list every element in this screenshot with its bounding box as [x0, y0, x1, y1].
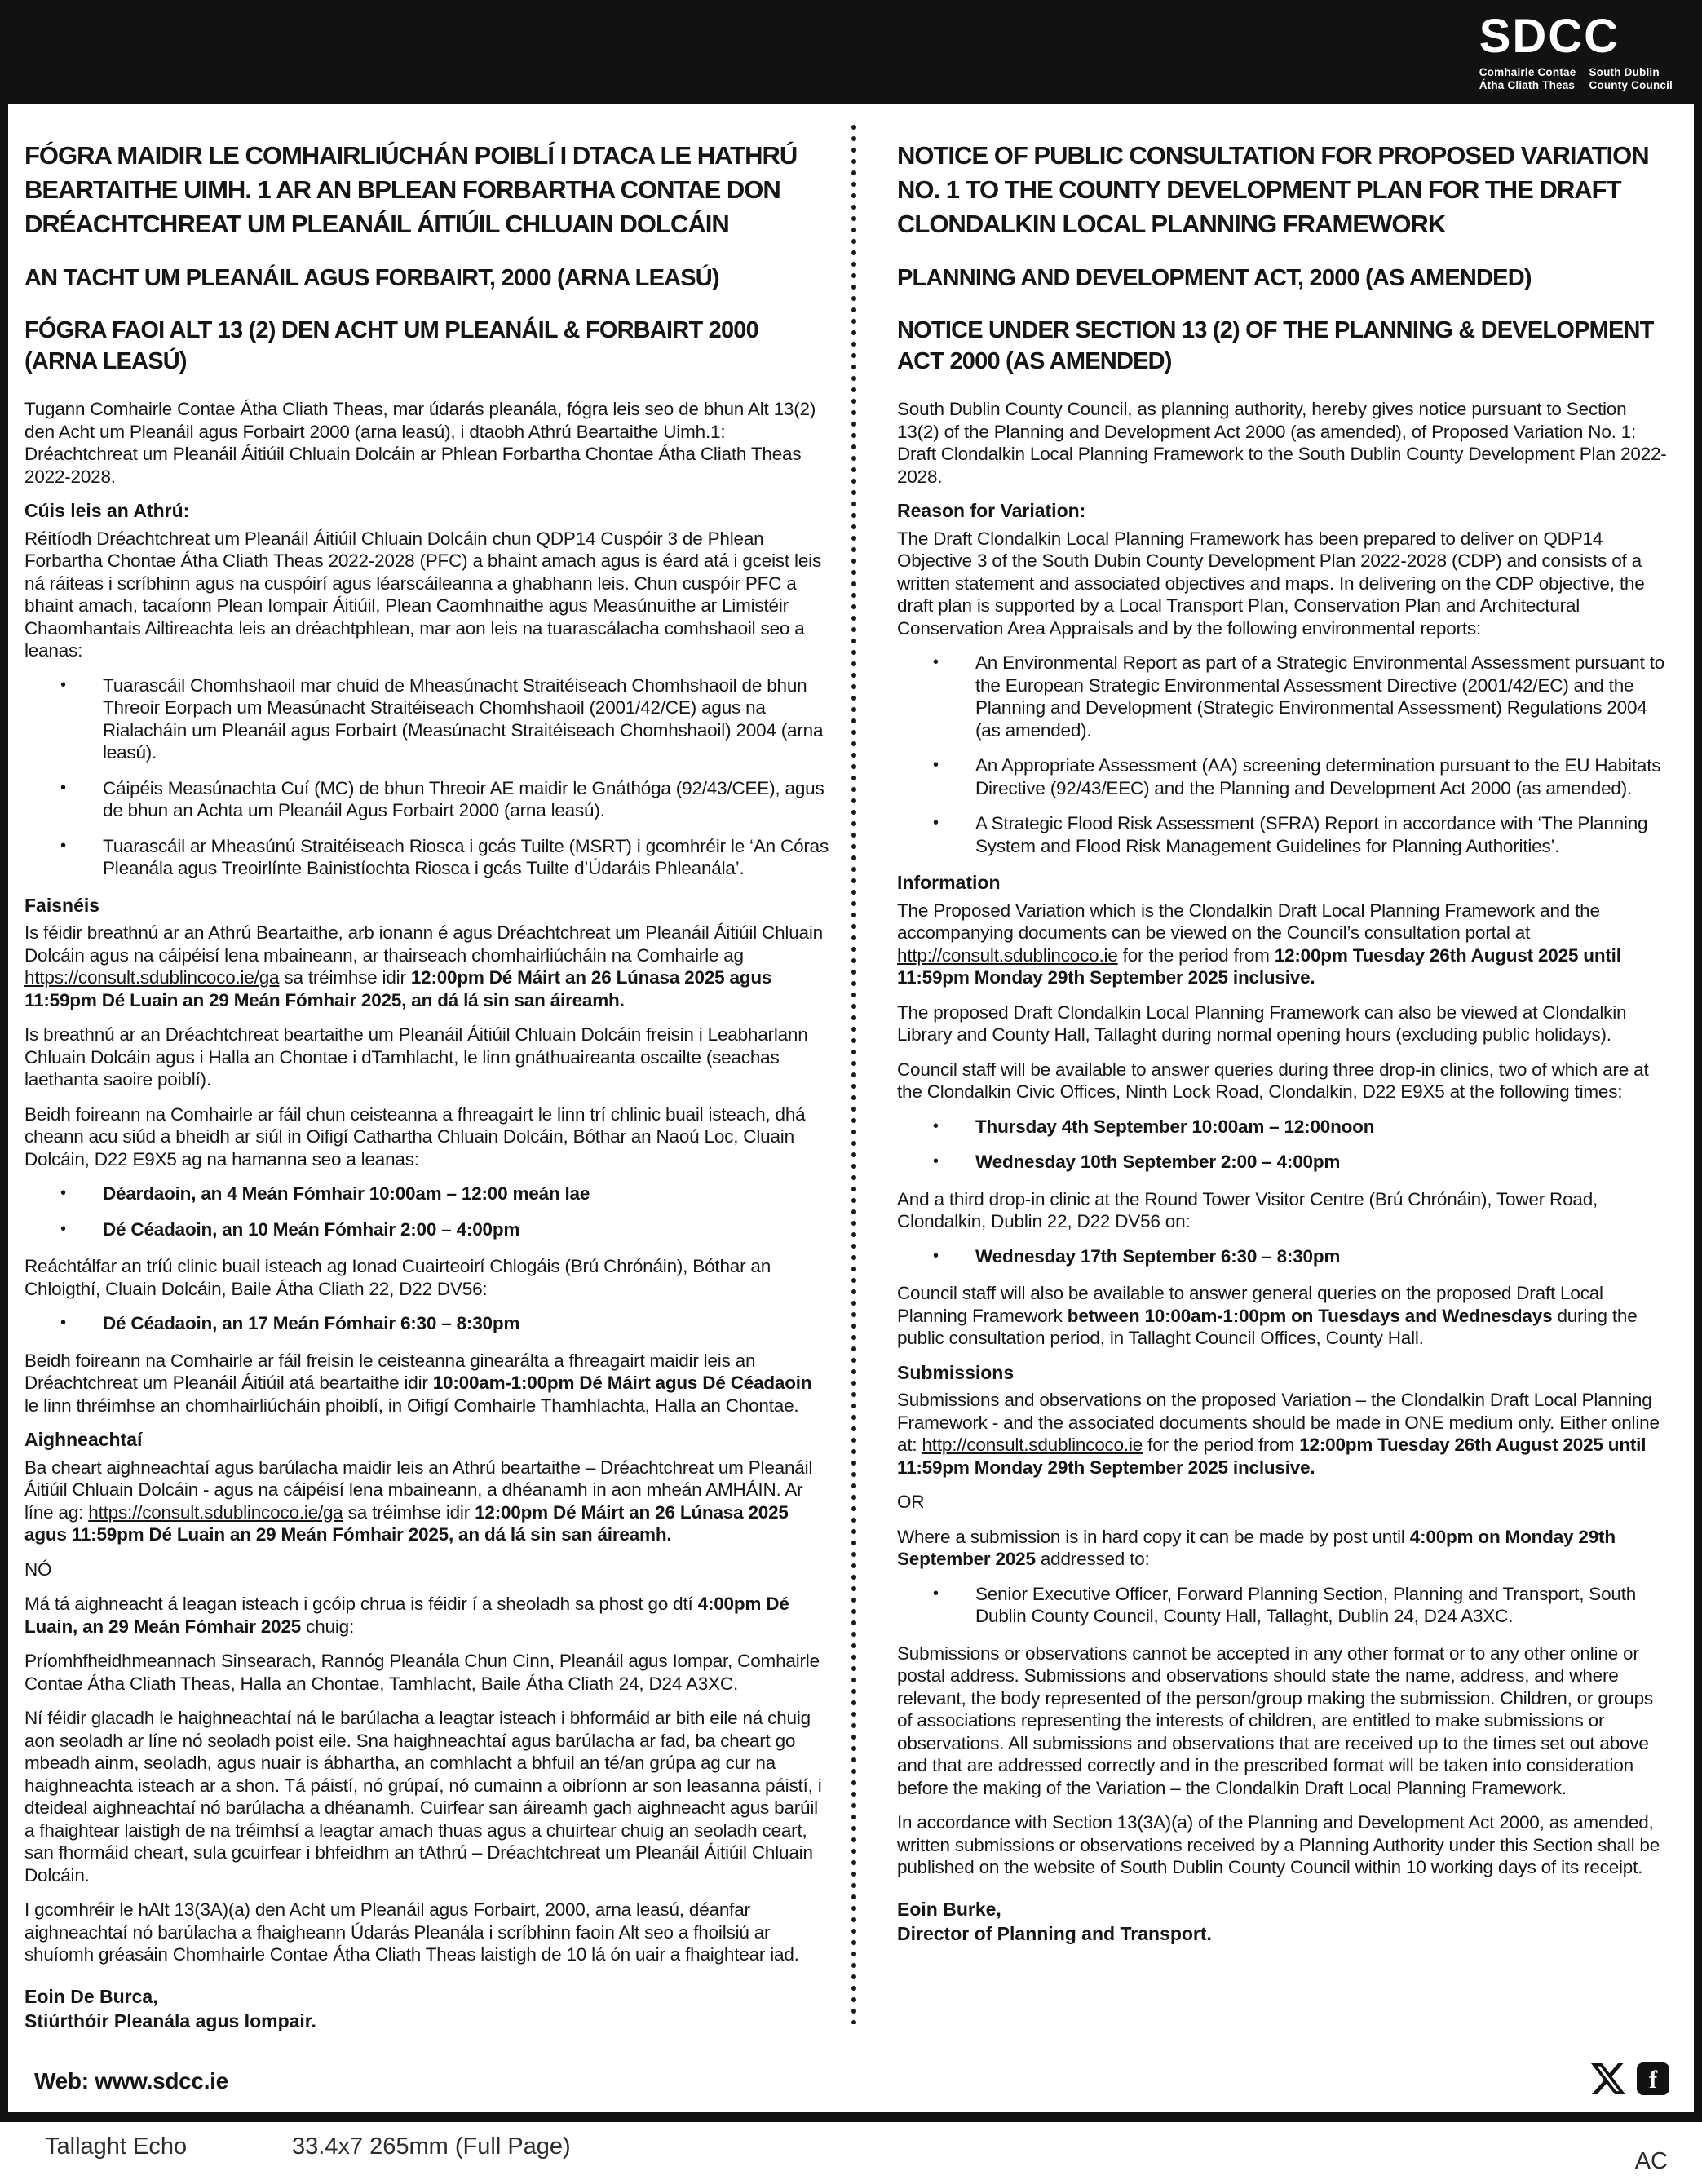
paragraph: Príomhfheidhmeannach Sinsearach, Rannóg Pleanála Chun Cinn, Pleanáil agus Iompar, Comhairle Contae Átha Cliath Theas, Halla an Chontae, Tamhlacht, Baile Átha Cliath 24, D24 A3XC. — [24, 1651, 820, 1694]
section-label: Reason for Variation: — [897, 500, 1086, 521]
bullet-icon: • — [933, 653, 939, 671]
list-item-text: Dé Céadaoin, an 17 Meán Fómhair 6:30 – 8:30pm — [103, 1313, 520, 1333]
paragraph: Council staff will be available to answer queries during three drop-in clinics, two of which are at the Clondalkin Civic Offices, Ninth Lock Road, Clondalkin, D22 E9X5 at the following times: — [897, 1059, 1649, 1102]
list-item-text: A Strategic Flood Risk Assessment (SFRA) Report in accordance with ‘The Planning System and Flood Risk Management Guidelines for Planning Authorities’. — [975, 813, 1648, 856]
list-item-text: Wednesday 10th September 2:00 – 4:00pm — [975, 1152, 1341, 1172]
bullet-list — [897, 1116, 1670, 1174]
section-label: Faisnéis — [24, 894, 100, 916]
list-item — [897, 1151, 1670, 1174]
signature-line: Eoin De Burca, — [24, 1985, 158, 2007]
list-item-text: Senior Executive Officer, Forward Planning Section, Planning and Transport, South Dublin County Council, County Hall, Tallaght, Dublin 24, D24 A3XC. — [975, 1583, 1637, 1626]
bullet-icon: • — [60, 1219, 66, 1238]
paragraph: Ba cheart aighneachtaí agus barúlacha maidir leis an Athrú beartaithe – Dréachtchreat um Pleanáil Áitiúil Chluain Dolcáin - agus na cáipéisí lena mbaineann, a dhéanamh in aon mheán AMHÁIN. Ar líne ag: https://consult.sdublincoco.ie/ga sa tréimhse idir 12:00pm Dé Máirt an 26 Lúnasa 2025 agus 11:59pm Dé Luain an 29 Meán Fómhair 2025, an dá lá sin san áireamh. — [24, 1457, 813, 1545]
sdcc-logo — [1479, 10, 1673, 92]
bullet-list — [897, 652, 1670, 857]
paragraph: South Dublin County Council, as planning authority, hereby gives notice pursuant to Section 13(2) of the Planning and Development Act 2000 (as amended), of Proposed Variation No. 1: Draft Clondalkin Local Planning Framework to the South Dublin County Development Plan 2022-2028. — [897, 399, 1667, 487]
act-heading: PLANNING AND DEVELOPMENT ACT, 2000 (AS AMENDED) — [897, 265, 1532, 291]
paragraph: Is féidir breathnú ar an Athrú Beartaithe, arb ionann é agus Dréachtchreat um Pleanáil Áitiúil Chluain Dolcáin agus na cáipéisí lena mbaineann, ar thairseach chomhairliúcháin na Comhairle ag https://consult.sdublincoco.ie/ga sa tréimhse idir 12:00pm Dé Máirt an 26 Lúnasa 2025 agus 11:59pm Dé Luain an 29 Meán Fómhair 2025, an dá lá sin san áireamh. — [24, 922, 823, 1010]
list-item — [897, 812, 1670, 857]
list-item — [24, 1312, 830, 1335]
list-item-text: Cáipéis Measúnachta Cuí (MC) de bhun Threoir AE maidir le Gnáthóga (92/43/CEE), agus de bhun an Achta um Pleanáil Agus Forbairt 2000 (arna leasú). — [103, 777, 824, 820]
list-item — [897, 1245, 1670, 1268]
bullet-list — [897, 1245, 1670, 1268]
act-heading: NOTICE UNDER SECTION 13 (2) OF THE PLANNING & DEVELOPMENT ACT 2000 (AS AMENDED) — [897, 317, 1654, 374]
paragraph: Submissions or observations cannot be accepted in any other format or to any other online or postal address. Submissions and observations should state the name, address, and where relevant, the body represented of the person/group making the submission. Children, or groups of associations representing the interests of children, are entitled to make submissions or observations. All submissions and observations that are received up to the times set out above and that are addressed correctly and in the prescribed format will be taken into consideration before the making of the Variation – the Clondalkin Draft Local Planning Framework. — [897, 1642, 1653, 1798]
bullet-icon: • — [933, 1152, 939, 1170]
paragraph: Where a submission is in hard copy it can be made by post until 4:00pm on Monday 29th September 2025 addressed to: — [897, 1526, 1616, 1569]
paragraph: Ní féidir glacadh le haighneachtaí ná le barúlacha a leagtar isteach i bhformáid ar bith eile ná chuig aon seoladh ar líne nó seoladh poist eile. Sna haighneachtaí agus barúlacha ar fad, ba cheart go mbeadh ainm, seoladh, agus nuair is ábhartha, an comhlacht a bhfuil an té/an grúpa ag cur na haighneachta isteach ar a shon. Tá páistí, nó grúpaí, nó cumainn a oibríonn ar son leasanna páistí, i dteideal aighneachtaí nó barúlacha a dhéanamh. Cuirfear san áireamh gach aighneacht agus barúil a fhaightear laistigh de na tréimhsí a leagtar amach thuas agus a chuirtear chuig an seoladh ceart, san fhormáid cheart, sula gcuirfear i bhfeidhm an tAthrú – Dréachtchreat um Pleanáil Áitiúil Chluain Dolcáin. — [24, 1708, 822, 1886]
list-item — [897, 652, 1670, 741]
consult-portal-link[interactable]: http://consult.sdublincoco.ie — [897, 944, 1118, 966]
paragraph: Beidh foireann na Comhairle ar fáil chun ceisteanna a fhreagairt le linn trí chlinic buail isteach, dhá cheann acu siúd a bheidh ar siúl in Oifigí Cathartha Chluain Dolcáin, Bóthar an Naoú Loc, Cluain Dolcáin, D22 E9X5 ag na hamanna seo a leanas: — [24, 1103, 806, 1169]
signature — [897, 1897, 1670, 1946]
bullet-icon: • — [60, 836, 66, 855]
signature-line: Director of Planning and Transport. — [897, 1922, 1212, 1944]
consult-portal-link[interactable]: https://consult.sdublincoco.ie/ga — [88, 1501, 343, 1523]
list-item — [24, 1183, 830, 1205]
paragraph: Beidh foireann na Comhairle ar fáil freisin le ceisteanna ginearálta a fhreagairt maidir leis an Dréachtchreat um Pleanáil Áitiúil atá beartaithe idir 10:00am-1:00pm Dé Máirt agus Dé Céadaoin le linn thréimhse an chomhairliúcháin phoiblí, in Oifigí Comhairle Thamhlachta, Halla an Chontae. — [24, 1350, 812, 1416]
signature-line: Eoin Burke, — [897, 1898, 1001, 1920]
paragraph: The proposed Draft Clondalkin Local Planning Framework can also be viewed at Clondalkin Library and County Hall, Tallaght during normal opening hours (excluding public holidays). — [897, 1001, 1627, 1045]
paragraph: Tugann Comhairle Contae Átha Cliath Theas, mar údarás pleanála, fógra leis seo de bhun Alt 13(2) den Acht um Pleanáil agus Forbairt 2000 (arna leasú), i dtaobh Athrú Beartaithe Uimh.1: Dréachtchreat um Pleanáil Áitiúil Chluain Dolcáin ar Phlean Forbartha Chontae Átha Cliath Theas 2022-2028. — [24, 399, 816, 487]
notice-title: NOTICE OF PUBLIC CONSULTATION FOR PROPOSED VARIATION NO. 1 TO THE COUNTY DEVELOPMENT PLAN FOR THE DRAFT CLONDALKIN LOCAL PLANNING FRAMEWORK — [897, 141, 1649, 238]
ad-frame-left — [0, 0, 8, 2120]
publication-name: Tallaght Echo — [45, 2133, 188, 2160]
list-item — [24, 1218, 830, 1241]
bullet-list — [897, 1583, 1670, 1628]
list-item — [897, 754, 1670, 799]
bullet-icon: • — [60, 675, 66, 694]
paragraph: The Draft Clondalkin Local Planning Framework has been prepared to deliver on QDP14 Objective 3 of the South Dubin County Development Plan 2022-2028 (CDP) and consists of a written statement and associated objectives and maps. In delivering on the CDP objective, the draft plan is supported by a Local Transport Plan, Conservation Plan and Architectural Conservation Area Appraisals and by the following environmental reports: — [897, 528, 1645, 639]
bullet-list — [24, 1183, 830, 1240]
bullet-icon: • — [60, 778, 66, 797]
paragraph: And a third drop-in clinic at the Round Tower Visitor Centre (Brú Chrónáin), Tower Road, Clondalkin, Dublin 22, D22 DV56 on: — [897, 1188, 1598, 1231]
section-label: Information — [897, 872, 1001, 893]
ad-frame-right — [1694, 0, 1702, 2120]
bullet-icon: • — [933, 1584, 939, 1603]
consult-portal-link[interactable]: https://consult.sdublincoco.ie/ga — [24, 967, 280, 988]
paragraph: I gcomhréir le hAlt 13(3A)(a) den Acht um Pleanáil agus Forbairt, 2000, arna leasú, déanfar aighneachtaí nó barúlacha a fhaigheann Údarás Pleanála i scríbhinn faoin Alt seo a fhoilsiú ar shuíomh gréasáin Chomhairle Contae Átha Cliath Theas laistigh de 10 lá ón uair a fhaightear iad. — [24, 1899, 799, 1965]
bullet-icon: • — [60, 1314, 66, 1332]
list-item-text: Tuarascáil ar Mheasúnú Straitéiseach Riosca i gcás Tuilte (MSRT) i gcomhréir le ‘An Córas Pleanála agus Treoirlínte Bainistíochta Riosca i gcás Tuilte d’Údaráis Phleanála’. — [103, 835, 829, 878]
bullet-list — [24, 674, 830, 880]
column-divider — [851, 124, 856, 2024]
bullet-icon: • — [933, 756, 939, 774]
paragraph: Submissions and observations on the proposed Variation – the Clondalkin Draft Local Planning Framework - and the associated documents should be made in ONE medium only. Either online at: http://consult.sdublincoco.ie for the period from 12:00pm Tuesday 26th August 2025 until 11:59pm Monday 29th September 2025 inclusive. — [897, 1390, 1660, 1478]
paragraph: OR — [897, 1492, 925, 1512]
list-item-text: Tuarascáil Chomhshaoil mar chuid de Mheasúnacht Straitéiseach Chomhshaoil de bhun Threoir Eorpach um Measúnacht Straitéiseach Chomhshaoil (2001/42/CE) agus na Rialacháin um Pleanáil agus Forbairt (Measúnacht Straitéiseach Chomhshaoil) 2004 (arna leasú). — [103, 674, 824, 763]
section-label: Cúis leis an Athrú: — [24, 500, 190, 521]
bullet-icon: • — [933, 814, 939, 832]
paragraph: The Proposed Variation which is the Clondalkin Draft Local Planning Framework and the accompanying documents can be viewed on the Council’s consultation portal at http://consult.sdublincoco.ie for the period from 12:00pm Tuesday 26th August 2025 until 11:59pm Monday 29th September 2025 inclusive. — [897, 900, 1621, 988]
logo-english-line1: South Dublin — [1589, 66, 1660, 78]
bullet-icon: • — [60, 1184, 66, 1202]
ad-size-spec: 33.4x7 265mm (Full Page) — [292, 2133, 571, 2160]
paragraph: Council staff will also be available to answer general queries on the proposed Draft Local Planning Framework between 10:00am-1:00pm on Tuesdays and Wednesdays during the public consultation period, in Tallaght Council Offices, County Hall. — [897, 1283, 1638, 1348]
section-label: Aighneachtaí — [24, 1429, 143, 1450]
bullet-list — [24, 1312, 830, 1335]
list-item-text: Dé Céadaoin, an 10 Meán Fómhair 2:00 – 4:00pm — [103, 1218, 520, 1240]
list-item-text: Thursday 4th September 10:00am – 12:00noon — [975, 1116, 1375, 1137]
list-item — [24, 777, 830, 822]
website-url[interactable]: Web: www.sdcc.ie — [34, 2068, 228, 2093]
notice-title: FÓGRA MAIDIR LE COMHAIRLIÚCHÁN POIBLÍ I DTACA LE HATHRÚ BEARTAITHE UIMH. 1 AR AN BPLEAN FORBARTHA CONTAE DON DRÉACHTCHREAT UM PLEANÁIL ÁITIÚIL CHLUAIN DOLCÁIN — [24, 141, 798, 238]
signature — [24, 1984, 830, 2033]
logo-english-name — [1589, 66, 1673, 92]
facebook-icon[interactable]: f — [1637, 2062, 1669, 2095]
proof-code: AC — [1634, 2148, 1668, 2174]
social-icons — [1591, 2062, 1669, 2096]
header-bar — [0, 0, 1702, 104]
list-item-text: An Environmental Report as part of a Strategic Environmental Assessment pursuant to the European Strategic Environmental Assessment Directive (2001/42/EC) and the Planning and Development (Strategic Environmental Assessment) Regulations 2004 (as amended). — [975, 652, 1665, 741]
list-item-text: Déardaoin, an 4 Meán Fómhair 10:00am – 12:00 meán lae — [103, 1183, 590, 1204]
irish-notice-column — [24, 139, 830, 2045]
paragraph: Má tá aighneacht á leagan isteach i gcóip chrua is féidir í a sheoladh sa phost go dtí 4:00pm Dé Luain, an 29 Meán Fómhair 2025 chuig: — [24, 1594, 789, 1637]
logo-english-line2: County Council — [1589, 79, 1673, 91]
logo-irish-line2: Átha Cliath Theas — [1479, 79, 1576, 91]
list-item — [24, 835, 830, 880]
bullet-icon: • — [933, 1116, 939, 1135]
act-heading: AN TACHT UM PLEANÁIL AGUS FORBAIRT, 2000 (ARNA LEASÚ) — [24, 265, 719, 291]
paragraph: In accordance with Section 13(3A)(a) of the Planning and Development Act 2000, as amended, written submissions or observations received by a Planning Authority under this Section shall be published on the website of South Dublin County Council within 10 working days of its receipt. — [897, 1812, 1660, 1877]
list-item — [897, 1116, 1670, 1138]
sdcc-logo-text: SDCC — [1479, 10, 1620, 63]
logo-irish-line1: Comhairle Contae — [1479, 66, 1576, 78]
paragraph: Réitíodh Dréachtchreat um Pleanáil Áitiúil Chluain Dolcáin chun QDP14 Cuspóir 3 de Phlean Forbartha Chontae Átha Cliath Theas 2022-2028 (PFC) a bhaint amach agus is éard atá i gceist leis ná ráiteas i scríbhinn agus na cuspóirí agus léarscáileanna a ghabhann leis. Chun cuspóir PFC a bhaint amach, tacaíonn Plean Iompair Áitiúil, Plean Caomhnaithe agus Measúnuithe ar Limistéir Chaomhantais Ailtireachta leis an dréachtphlean, mar aon leis na tuarascálacha comhshaoil seo a leanas: — [24, 528, 821, 661]
section-label: Submissions — [897, 1361, 1015, 1383]
act-heading: FÓGRA FAOI ALT 13 (2) DEN ACHT UM PLEANÁIL & FORBAIRT 2000 (ARNA LEASÚ) — [24, 317, 758, 374]
logo-irish-name — [1479, 66, 1576, 92]
list-item — [24, 674, 830, 764]
list-item-text: Wednesday 17th September 6:30 – 8:30pm — [975, 1245, 1341, 1267]
ad-frame-bottom — [0, 2112, 1702, 2122]
paragraph: Is breathnú ar an Dréachtchreat beartaithe um Pleanáil Áitiúil Chluain Dolcáin freisin i Leabharlann Chluain Dolcáin agus i Halla an Chontae i dTamhlacht, le linn gnáthuaireanta oscailte (seachas laethanta saoire poiblí). — [24, 1024, 808, 1090]
paragraph: Reáchtálfar an tríú clinic buail isteach ag Ionad Cuairteoirí Chlogáis (Brú Chrónáin), Bóthar an Chloigthí, Cluain Dolcáin, Baile Átha Cliath 22, D22 DV56: — [24, 1256, 771, 1299]
x-icon[interactable] — [1591, 2062, 1625, 2096]
english-notice-column — [897, 139, 1670, 1957]
sdcc-logo-subtitle — [1479, 66, 1673, 92]
consult-portal-link[interactable]: http://consult.sdublincoco.ie — [922, 1435, 1143, 1455]
list-item-text: An Appropriate Assessment (AA) screening determination pursuant to the EU Habitats Directive (92/43/EEC) and the Planning and Development Act 2000 (as amended). — [975, 755, 1661, 798]
paragraph: NÓ — [24, 1558, 52, 1580]
bullet-icon: • — [933, 1246, 939, 1265]
signature-line: Stiúrthóir Pleanála agus Iompair. — [24, 2009, 316, 2031]
list-item — [897, 1583, 1670, 1628]
